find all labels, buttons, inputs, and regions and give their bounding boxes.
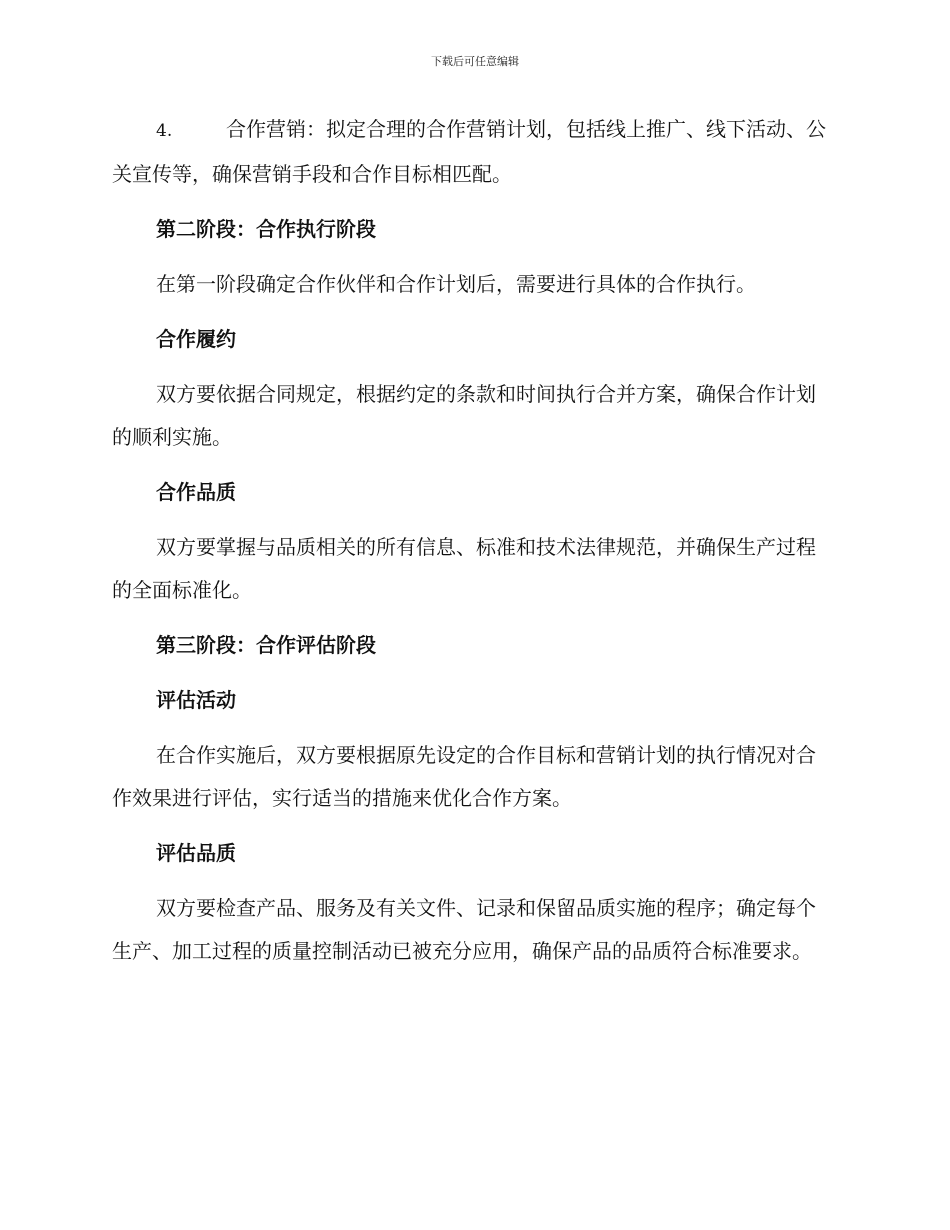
list-number: 4. <box>156 121 173 141</box>
document-body <box>112 108 832 973</box>
subheading-eval-quality: 评估品质 <box>156 841 236 865</box>
subheading-quality: 合作品质 <box>156 480 236 504</box>
section-heading-stage2: 第二阶段：合作执行阶段 <box>156 217 376 241</box>
list-item-text: 合作营销：拟定合理的合作营销计划，包括线上推广、线下活动、公关宣传等，确保营销手段和合作目标相匹配。 <box>112 117 826 186</box>
section-heading-stage3: 第三阶段：合作评估阶段 <box>156 633 376 657</box>
subheading-eval-activity: 评估活动 <box>156 688 236 712</box>
page-header: 下载后可任意编辑 <box>431 55 519 68</box>
list-item-marketing <box>112 108 832 196</box>
paragraph-quality: 双方要掌握与品质相关的所有信息、标准和技术法律规范，并确保生产过程的全面标准化。 <box>112 535 816 602</box>
subheading-fulfillment: 合作履约 <box>156 327 236 351</box>
paragraph-stage2-intro: 在第一阶段确定合作伙伴和合作计划后，需要进行具体的合作执行。 <box>156 272 756 296</box>
paragraph-eval-quality: 双方要检查产品、服务及有关文件、记录和保留品质实施的程序；确定每个生产、加工过程的质量控制活动已被充分应用，确保产品的品质符合标准要求。 <box>112 896 816 963</box>
paragraph-fulfillment: 双方要依据合同规定，根据约定的条款和时间执行合并方案，确保合作计划的顺利实施。 <box>112 382 816 449</box>
paragraph-eval-activity: 在合作实施后，双方要根据原先设定的合作目标和营销计划的执行情况对合作效果进行评估，实行适当的措施来优化合作方案。 <box>112 743 816 810</box>
